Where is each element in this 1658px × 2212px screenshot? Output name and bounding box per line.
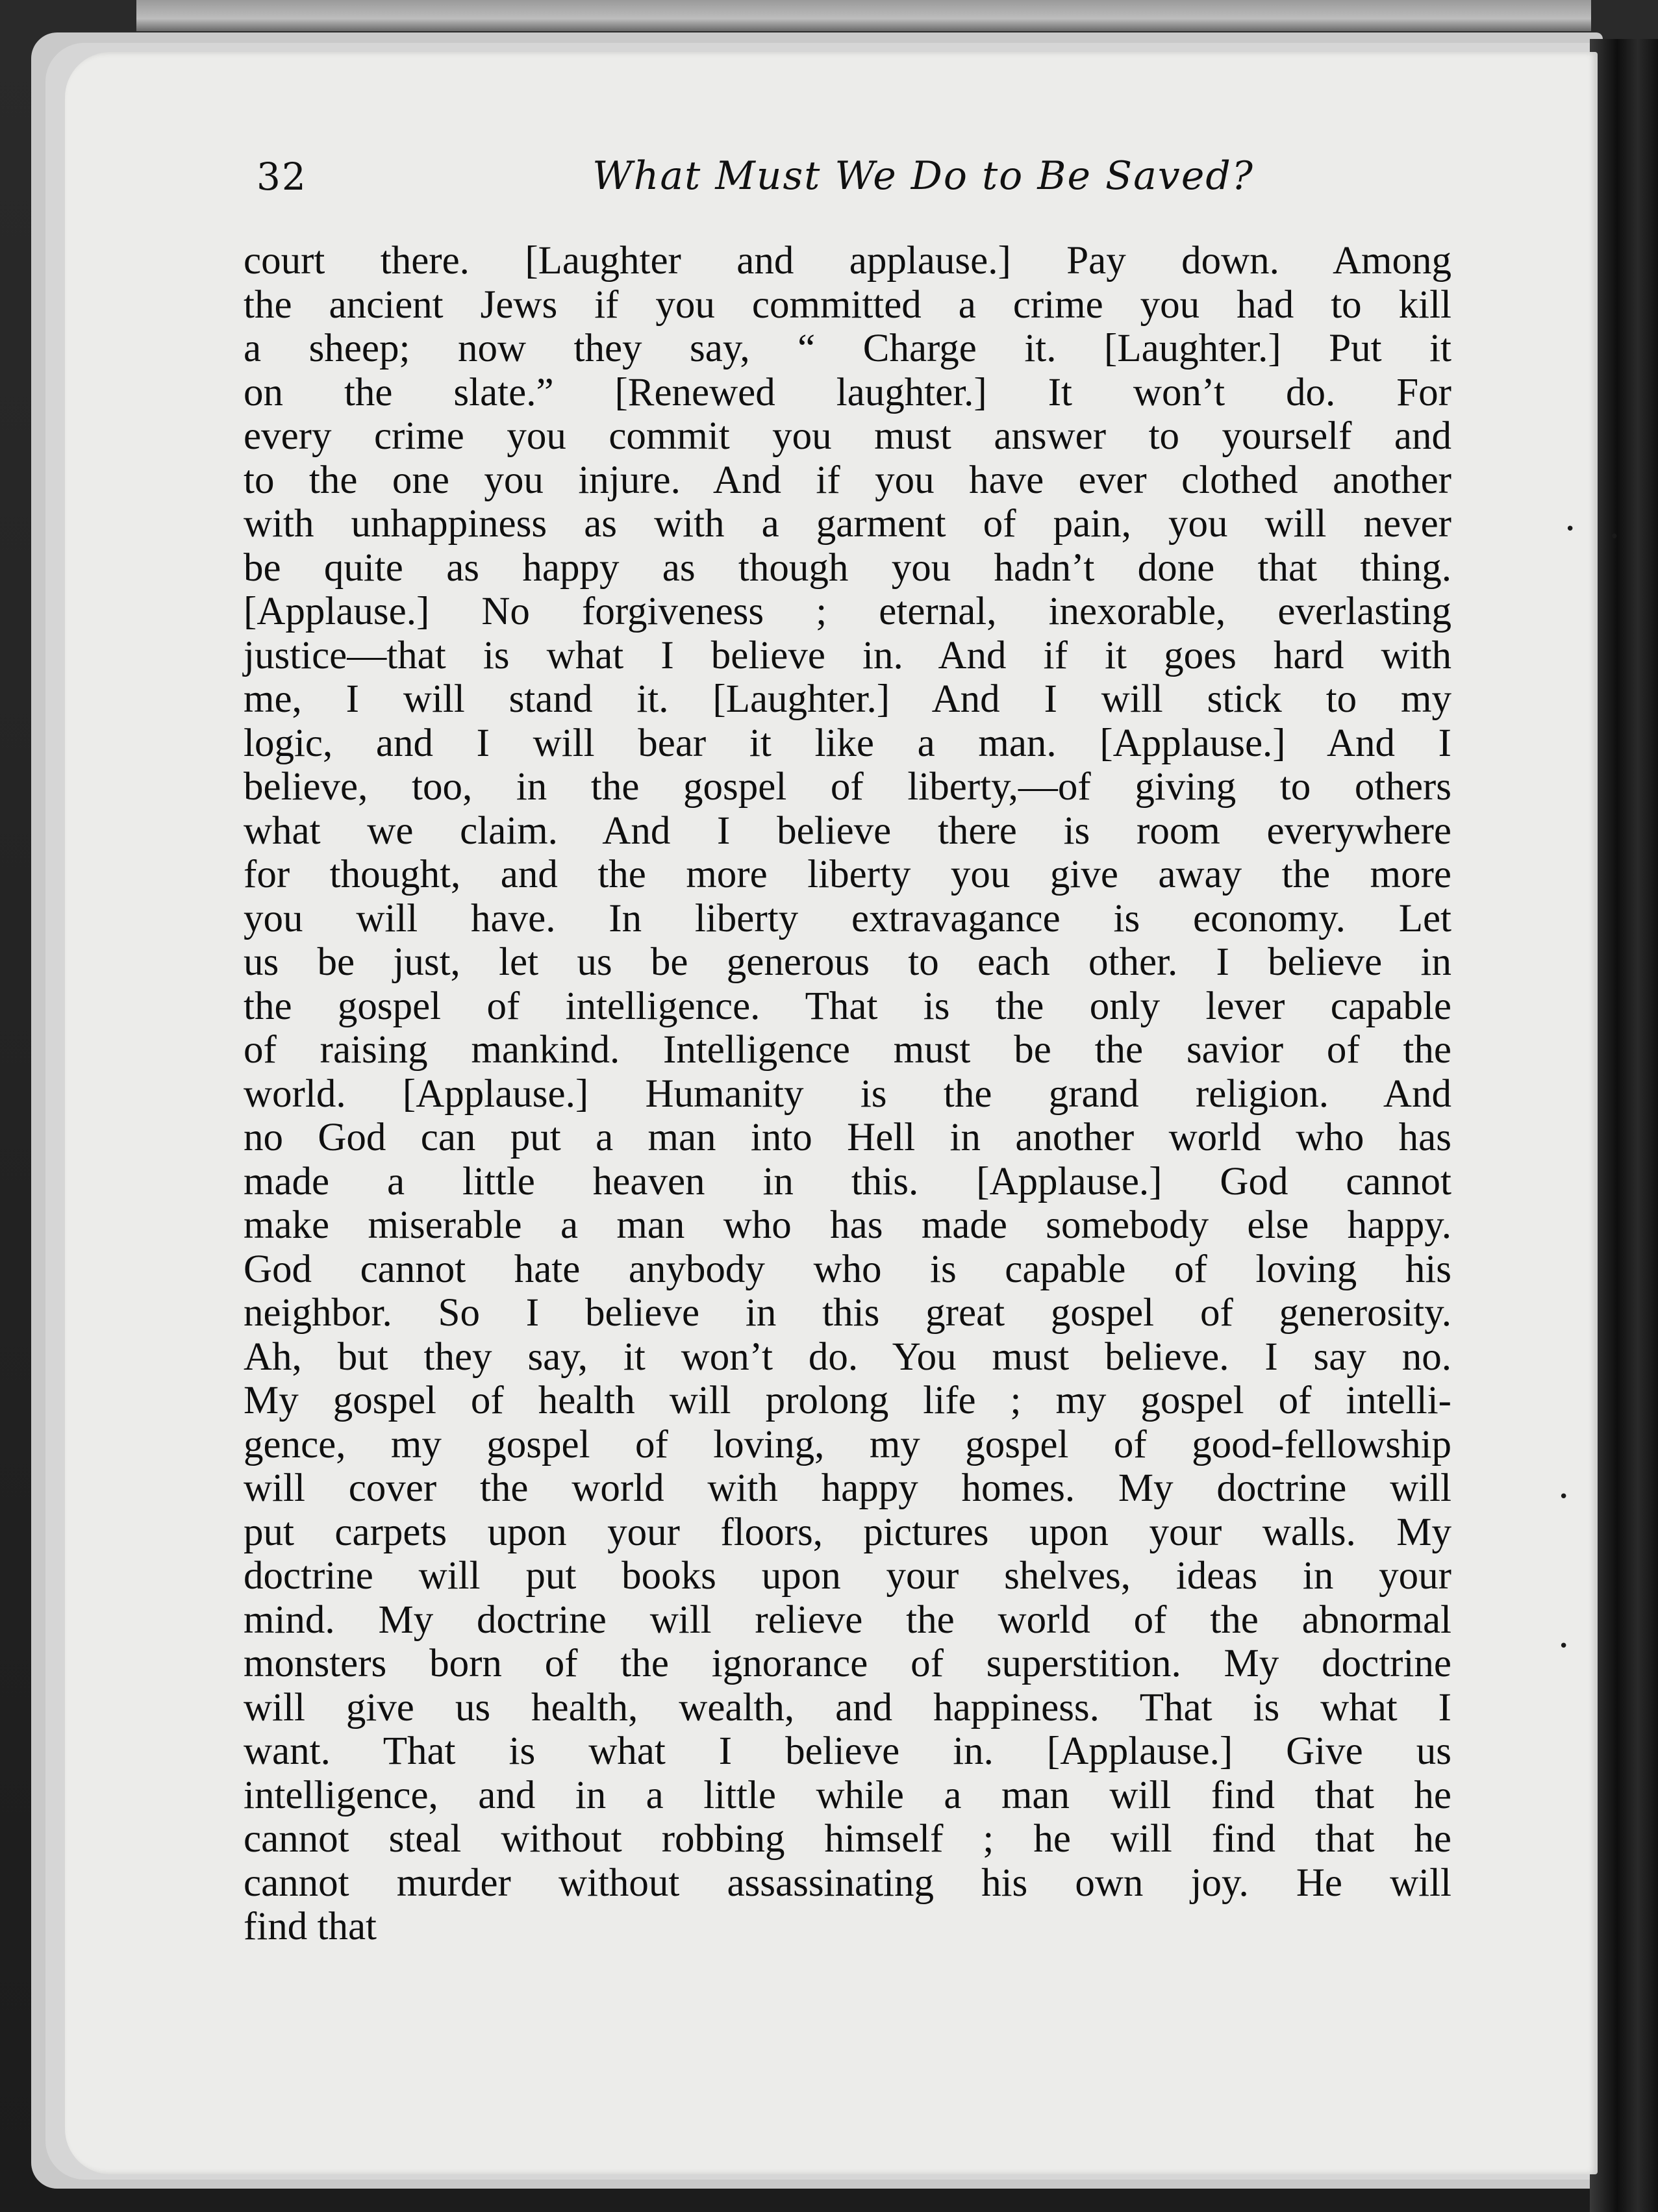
text-line: want. That is what I believe in. [Applause.] Give us bbox=[244, 1729, 1451, 1773]
text-line: make miserable a man who has made somebody else happy. bbox=[244, 1203, 1451, 1247]
text-line: find that bbox=[244, 1905, 377, 1948]
text-line: you will have. In liberty extravagance is economy. Let bbox=[244, 896, 1451, 940]
text-line: My gospel of health will prolong life ; my gospel of intelli- bbox=[244, 1379, 1451, 1422]
text-line: what we claim. And I believe there is room everywhere bbox=[244, 809, 1451, 853]
text-line: court there. [Laughter and applause.] Pay down. Among bbox=[244, 239, 1451, 283]
text-line: the ancient Jews if you committed a crime you had to kill bbox=[244, 283, 1451, 327]
text-line: will give us health, wealth, and happiness. That is what I bbox=[244, 1685, 1451, 1729]
text-line: mind. My doctrine will relieve the world of the abnormal bbox=[244, 1598, 1451, 1642]
text-line: God cannot hate anybody who is capable of loving his bbox=[244, 1247, 1451, 1291]
book-cover-edge bbox=[136, 0, 1591, 31]
text-line: believe, too, in the gospel of liberty,—of giving to others bbox=[244, 765, 1451, 809]
binding-mark: • bbox=[1559, 1487, 1569, 1507]
text-line: Ah, but they say, it won’t do. You must believe. I say no. bbox=[244, 1335, 1451, 1379]
text-line: put carpets upon your floors, pictures upon your walls. My bbox=[244, 1510, 1451, 1554]
binding-mark: • bbox=[1565, 520, 1576, 539]
text-line: doctrine will put books upon your shelves, ideas in your bbox=[244, 1554, 1451, 1598]
text-line: monsters born of the ignorance of superstition. My doctrine bbox=[244, 1642, 1451, 1685]
text-line: of raising mankind. Intelligence must be the savior of the bbox=[244, 1028, 1451, 1072]
text-line: a sheep; now they say, “ Charge it. [Laughter.] Put it bbox=[244, 327, 1451, 370]
text-line: will cover the world with happy homes. My doctrine will bbox=[244, 1466, 1451, 1510]
text-line: no God can put a man into Hell in another world who has bbox=[244, 1116, 1451, 1159]
text-line: me, I will stand it. [Laughter.] And I will stick to my bbox=[244, 677, 1451, 721]
binding-mark: • bbox=[1609, 527, 1620, 547]
text-line: justice—that is what I believe in. And if it goes hard with bbox=[244, 633, 1451, 677]
text-line: cannot murder without assassinating his own joy. He will bbox=[244, 1861, 1451, 1905]
text-line: [Applause.] No forgiveness ; eternal, inexorable, everlasting bbox=[244, 590, 1451, 633]
text-line: logic, and I will bear it like a man. [Applause.] And I bbox=[244, 721, 1451, 765]
text-line: be quite as happy as though you hadn’t done that thing. bbox=[244, 546, 1451, 590]
text-line: world. [Applause.] Humanity is the grand religion. And bbox=[244, 1072, 1451, 1116]
text-line: with unhappiness as with a garment of pain, you will never bbox=[244, 502, 1451, 546]
text-line: the gospel of intelligence. That is the only lever capable bbox=[244, 984, 1451, 1028]
text-line: to the one you injure. And if you have ever clothed another bbox=[244, 458, 1451, 502]
text-line: cannot steal without robbing himself ; he will find that he bbox=[244, 1817, 1451, 1861]
body-text bbox=[244, 239, 1451, 1949]
page-number: 32 bbox=[257, 155, 307, 199]
text-line: made a little heaven in this. [Applause.] God cannot bbox=[244, 1159, 1451, 1203]
text-line: gence, my gospel of loving, my gospel of good-fellowship bbox=[244, 1422, 1451, 1466]
text-line: on the slate.” [Renewed laughter.] It won’t do. For bbox=[244, 370, 1451, 414]
text-line: for thought, and the more liberty you give away the more bbox=[244, 853, 1451, 896]
text-line: intelligence, and in a little while a man will find that he bbox=[244, 1773, 1451, 1817]
text-line: every crime you commit you must answer to yourself and bbox=[244, 414, 1451, 458]
text-line: us be just, let us be generous to each other. I believe in bbox=[244, 940, 1451, 984]
book-binding bbox=[1590, 39, 1658, 2212]
running-title: What Must We Do to Be Saved? bbox=[592, 153, 1254, 199]
binding-mark: • bbox=[1559, 1637, 1569, 1656]
text-line: neighbor. So I believe in this great gospel of generosity. bbox=[244, 1291, 1451, 1335]
